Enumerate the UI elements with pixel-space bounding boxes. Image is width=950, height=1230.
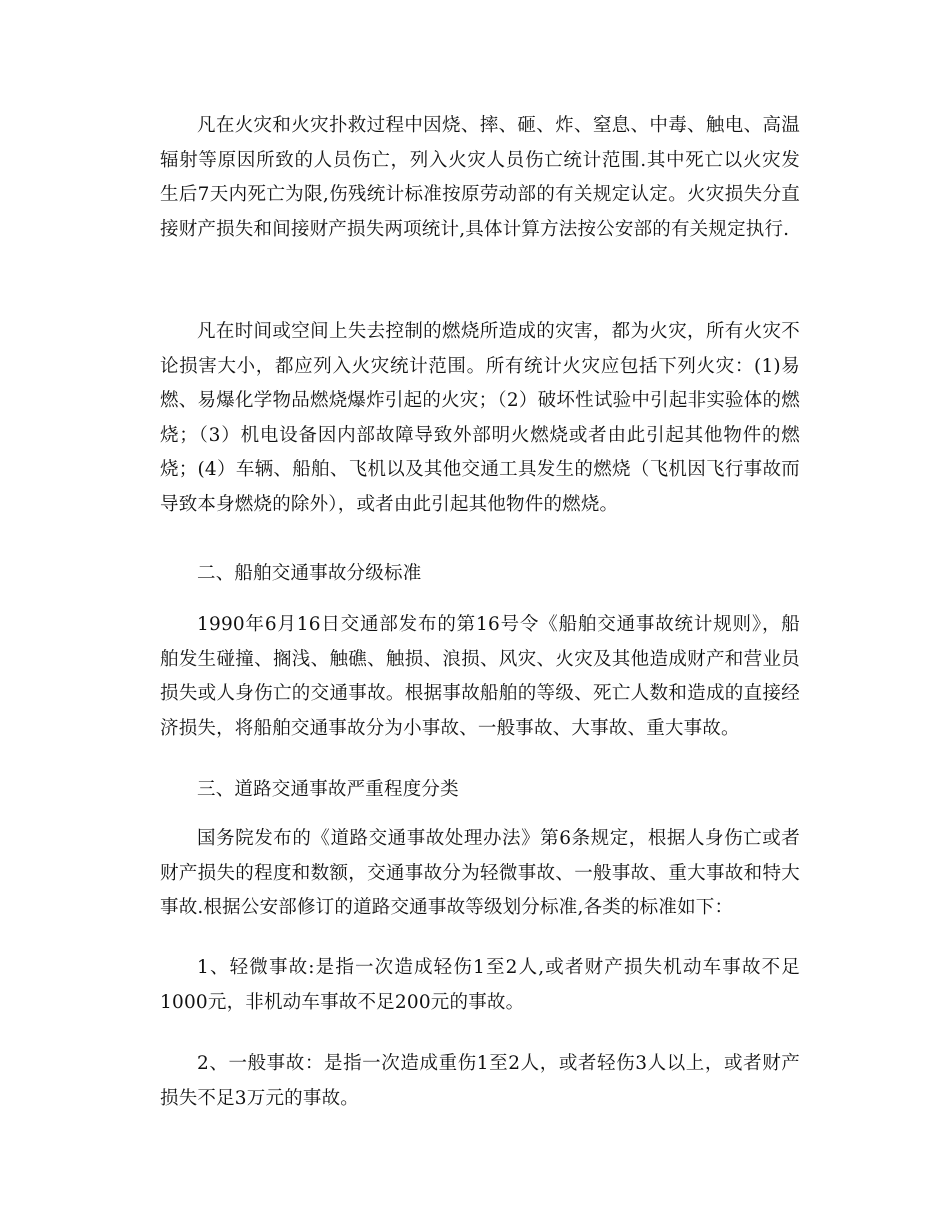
paragraph-road-accident-regulation: 国务院发布的《道路交通事故处理办法》第6条规定，根据人身伤亡或者财产损失的程度和数额，交通事故分为轻微事故、一般事故、重大事故和特大事故.根据公安部修订的道路交通事故等级划分标准,各类的标准如下： <box>160 828 800 918</box>
paragraph-fire-definition-scope: 凡在时间或空间上失去控制的燃烧所造成的灾害，都为火灾，所有火灾不论损害大小，都应列入火灾统计范围。所有统计火灾应包括下列火灾：(1)易燃、易爆化学物品燃烧爆炸引起的火灾；（2）破坏性试验中引起非实验体的燃烧；（3）机电设备因内部故障导致外部明火燃烧或者由此引起其他物件的燃烧；(4）车辆、船舶、飞机以及其他交通工具发生的燃烧（飞机因飞行事故而导致本身燃烧的除外），或者由此引起其他物件的燃烧。 <box>160 321 800 515</box>
paragraph-fire-casualty-statistics: 凡在火灾和火灾扑救过程中因烧、摔、砸、炸、窒息、中毒、触电、高温辐射等原因所致的人员伤亡，列入火灾人员伤亡统计范围.其中死亡以火灾发生后7天内死亡为限,伤残统计标准按原劳动部的有关规定认定。火灾损失分直接财产损失和间接财产损失两项统计,具体计算方法按公安部的有关规定执行. <box>160 115 800 240</box>
paragraph-minor-accident: 1、轻微事故:是指一次造成轻伤1至2人,或者财产损失机动车事故不足1000元，非机动车事故不足200元的事故。 <box>160 957 800 1013</box>
heading-road-accident-severity: 三、道路交通事故严重程度分类 <box>197 779 459 800</box>
heading-ship-accident-classification: 二、船舶交通事故分级标准 <box>197 563 422 584</box>
paragraph-ship-accident-rules: 1990年6月16日交通部发布的第16号令《船舶交通事故统计规则》，船舶发生碰撞、搁浅、触礁、触损、浪损、风灾、火灾及其他造成财产和营业员损失或人身伤亡的交通事故。根据事故船舶的等级、死亡人数和造成的直接经济损失，将船舶交通事故分为小事故、一般事故、大事故、重大事故。 <box>160 614 800 739</box>
paragraph-general-accident: 2、一般事故：是指一次造成重伤1至2人，或者轻伤3人以上，或者财产损失不足3万元的事故。 <box>160 1053 800 1109</box>
